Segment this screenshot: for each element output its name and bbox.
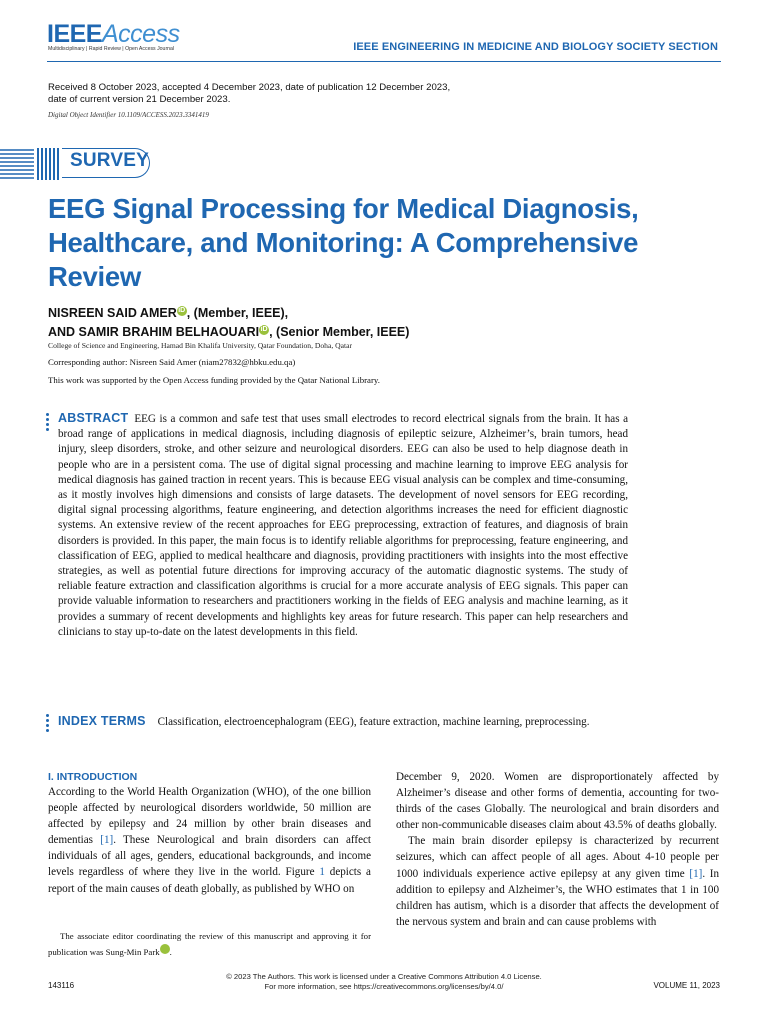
intro-text: According to the World Health Organization (WHO), of the one billion people affected by neurological disorders worldwide, 50 million are affected by epilepsy and 24 million by other brain diseases and dementias [48,786,371,847]
abstract-marker-icon [46,413,50,433]
header-divider [47,61,721,62]
index-terms-text: Classification, electroencephalogram (EEG), feature extraction, machine learning, preprocessing. [157,716,590,728]
page-number: 143116 [48,981,75,990]
intro-text: . These Neurological and brain disorders can affect individuals of all ages, genders, educational backgrounds, and income levels regardless of where they live in the world. Figure [48,834,371,879]
intro-column-1 [48,784,371,897]
logo-access: Access [101,20,180,48]
intro-paragraph: December 9, 2020. Women are disproportionately affected by Alzheimer’s disease and other forms of dementia, accounting for two-thirds of the cases Globally. The neurological and brain disorders and other non-communicable diseases claim about 43.5% of deaths globally. [396,771,719,832]
editor-note-text: The associate editor coordinating the review of this manuscript and approving it for publication was Sung-Min Park [48,931,371,957]
intro-text: depicts a report of the main causes of death globally, as published by WHO on [48,866,371,895]
license-line-1: © 2023 The Authors. This work is licensed under a Creative Commons Attribution 4.0 License. [226,972,542,981]
publication-dates [48,82,468,106]
abstract-label: ABSTRACT [58,411,129,425]
citation-link[interactable]: [1] [100,834,114,847]
survey-banner-stripes [0,148,62,180]
index-terms-marker-icon [46,714,50,734]
doi[interactable]: Digital Object Identifier 10.1109/ACCESS.2023.3341419 [48,111,209,119]
volume-label: VOLUME 11, 2023 [653,981,720,990]
author-1-role: , (Member, IEEE), [186,306,289,321]
intro-paragraph [396,833,719,930]
orcid-icon[interactable]: iD [160,944,170,954]
received-line-2: date of current version 21 December 2023. [48,94,231,105]
author-1 [48,306,288,320]
abstract-text: EEG is a common and safe test that uses small electrodes to record electrical signals from the brain. It has a broad range of applications in medical diagnosis, including diagnosis of epileptic seizure, Alzheimer’s, brain tumors, head injury, sleep disorders, stroke, and other seizure and neurological disorders. EEG can also be used to help diagnose death in people who are in a persistent coma. The use of digital signal processing and machine learning to improve EEG analysis for medical diagnosis has gained traction in recent years. This is because EEG visual analysis can be complex and time-consuming, as it mostly involves high dimensions and consists of large datasets. The development of novel sensors for EEG recording, digital signal processing algorithms, feature engineering, and detection algorithms increases the need for efficient diagnostic systems. An extensive review of the recent approaches for EEG preprocessing, extraction of features, and diagnosis of brain disorders is provided. In this paper, the main focus is to identify reliable algorithms for preprocessing, feature engineering, and classification of EEG, applied to medical healthcare and diagnosis, providing practitioners with insights into the most effective strategies, as well as potential future directions for improving accuracy of the automatic diagnostic systems. The study of reliable feature extraction and classification algorithms is crucial for a more accurate analysis of EEG signals. This paper can provide valuable information to researchers and practitioners working in the fields of EEG analysis and machine learning, as it provides a summary of recent developments and highlights key areas for future research. This paper can help researchers and clinicians to stay up-to-date on the latest developments in this field. [58,413,628,638]
author-2-role: , (Senior Member, IEEE) [269,325,410,340]
citation-link[interactable]: [1] [689,867,703,880]
author-1-name: NISREEN SAID AMER [48,306,177,321]
author-2 [48,325,409,339]
article-type-label: SURVEY [70,150,149,171]
received-line-1: Received 8 October 2023, accepted 4 December 2023, date of publication 12 December 2023, [48,82,451,93]
figure-link[interactable]: 1 [319,866,325,879]
intro-text: . In addition to epilepsy and Alzheimer’s, the WHO estimates that 1 in 100 children has autism, which is a disorder that affects the development of the nervous system and brain and can cause problems with [396,867,719,928]
paper-title: EEG Signal Processing for Medical Diagnosis, Healthcare, and Monitoring: A Comprehensive Review [48,193,639,292]
author-2-name: AND SAMIR BRAHIM BELHAOUARI [48,325,260,340]
abstract [58,411,628,640]
orcid-icon[interactable]: iD [260,326,268,333]
license-line-2[interactable]: For more information, see https://creativecommons.org/licenses/by/4.0/ [264,981,504,991]
section-title: IEEE ENGINEERING IN MEDICINE AND BIOLOGY SOCIETY SECTION [353,41,718,53]
affiliation: College of Science and Engineering, Hamad Bin Khalifa University, Qatar Foundation, Doha, Qatar [48,341,353,350]
editor-note [48,929,371,960]
index-terms [58,714,628,730]
logo-ieee: IEEE [47,20,102,48]
orcid-icon[interactable]: iD [178,307,186,314]
funding-note: This work was supported by the Open Access funding provided by the Qatar National Library. [48,375,380,385]
intro-text: The main brain disorder epilepsy is characterized by recurrent seizures, which can affect people of all ages. About 4-10 people per 1000 individuals experience active epilepsy at any given time [396,835,719,880]
editor-note-end: . [169,946,172,957]
corresponding-author: Corresponding author: Nisreen Said Amer (niam27832@hbku.edu.qa) [48,357,296,367]
index-terms-label: INDEX TERMS [58,714,146,728]
intro-column-2 [396,769,719,930]
section-heading-introduction: I. INTRODUCTION [48,771,138,783]
logo-tagline: Multidisciplinary | Rapid Review | Open Access Journal [48,46,175,52]
journal-logo [47,20,180,49]
